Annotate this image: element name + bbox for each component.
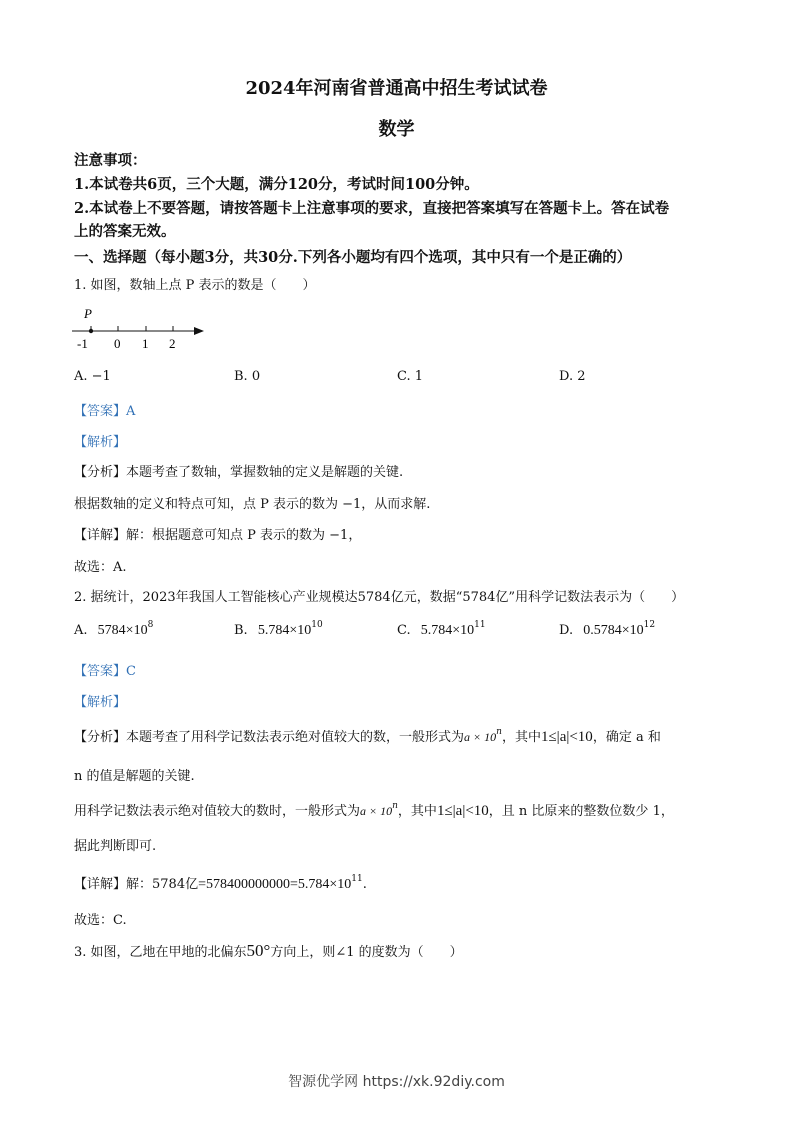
- point-p-label: P: [84, 306, 92, 321]
- xiangjie-math: =578400000000=5.784×10: [198, 877, 352, 892]
- tick-label: 1: [142, 336, 149, 351]
- notice-item-1: 1.本试卷共6页，三个大题，满分120分，考试时间100分钟。: [74, 176, 479, 193]
- q2-option-a: [74, 620, 154, 639]
- option-value: 5.784×10: [257, 623, 312, 638]
- exam-title: 2024年河南省普通高中招生考试试卷: [245, 78, 548, 99]
- q1-option-a: A. −1: [74, 369, 111, 384]
- option-letter: D.: [559, 623, 574, 638]
- q1-stem: 1. 如图，数轴上点 P 表示的数是（ ）: [74, 278, 316, 293]
- analysis-text: ，且 n 比原来的整数位数少 1，: [488, 804, 674, 819]
- fenxi-text: 本题考查了数轴，掌握数轴的定义是解题的关键.: [126, 465, 404, 480]
- q2-analysis-line-2: 据此判断即可.: [74, 839, 157, 854]
- option-value: 5784×10: [97, 623, 148, 638]
- q1-option-b: B. 0: [234, 369, 261, 384]
- q2-option-c: [397, 620, 486, 639]
- analysis-text: ，其中: [397, 804, 437, 819]
- option-letter: B.: [234, 623, 248, 638]
- q2-jiexi: 【解析】: [74, 695, 127, 710]
- xiangjie-label: 【详解】: [74, 528, 127, 543]
- tick-label: 0: [114, 336, 121, 351]
- q3-stem: [74, 941, 463, 961]
- fenxi-label: 【分析】: [74, 730, 127, 745]
- analysis-text: 用科学记数法表示绝对值较大的数时，一般形式为: [74, 804, 361, 819]
- option-value: 0.5784×10: [583, 623, 644, 638]
- xiangjie-end: .: [362, 877, 367, 892]
- fenxi-label: 【分析】: [74, 465, 127, 480]
- point-p-dot: [89, 329, 93, 333]
- q2-choose: 故选：C.: [74, 913, 127, 928]
- option-exponent: 8: [147, 620, 154, 630]
- tick-label: 2: [169, 336, 176, 351]
- q3-stem-text: 3. 如图，乙地在甲地的北偏东: [74, 945, 247, 960]
- number-line-svg: [70, 304, 210, 354]
- section-heading: 一、选择题（每小题3分，共30分.下列各小题均有四个选项，其中只有一个是正确的）: [74, 249, 632, 266]
- fenxi-text: 本题考查了用科学记数法表示绝对值较大的数，一般形式为: [126, 730, 465, 745]
- footer-watermark: 智源优学网 https://xk.92diy.com: [288, 1074, 505, 1090]
- option-exponent: 12: [643, 620, 656, 630]
- q3-degree: 50°: [246, 941, 271, 960]
- q2-option-d: [559, 620, 656, 639]
- fenxi-text: ，其中: [501, 730, 541, 745]
- xiangjie-exp: 11: [351, 874, 363, 884]
- q2-answer: 【答案】C: [74, 664, 136, 679]
- q2-xiangjie: [74, 873, 367, 893]
- notice-item-2-line-1: 2.本试卷上不要答题，请按答题卡上注意事项的要求，直接把答案填写在答题卡上。答在试卷: [74, 200, 670, 217]
- tick-label: -1: [77, 336, 88, 351]
- fenxi-formula-exp: n: [496, 727, 502, 737]
- option-exponent: 10: [311, 620, 323, 630]
- q2-fenxi: [74, 726, 661, 746]
- analysis-formula: a × 10: [360, 804, 393, 818]
- q2-option-b: [234, 620, 323, 639]
- q1-analysis-line: 根据数轴的定义和特点可知，点 P 表示的数为 −1，从而求解.: [74, 497, 431, 512]
- analysis-inequality: 1≤|a|<10: [436, 803, 489, 819]
- number-line-figure: [70, 304, 210, 354]
- subject-title: 数学: [378, 119, 415, 140]
- q1-option-d: D. 2: [559, 369, 586, 384]
- xiangjie-text: 解：5784亿: [126, 877, 199, 892]
- q1-xiangjie: [74, 524, 361, 543]
- q1-jiexi: 【解析】: [74, 435, 127, 450]
- option-letter: A.: [74, 623, 88, 638]
- q1-answer: 【答案】A: [74, 404, 136, 419]
- q1-fenxi: [74, 461, 403, 480]
- xiangjie-text: 解：根据题意可知点 P 表示的数为 −1，: [126, 528, 362, 543]
- q1-option-c: C. 1: [397, 369, 424, 384]
- q2-fenxi-line-2: n 的值是解题的关键.: [74, 769, 195, 784]
- option-letter: C.: [397, 623, 411, 638]
- q2-analysis-line: [74, 800, 674, 820]
- option-value: 5.784×10: [420, 623, 475, 638]
- fenxi-formula: a × 10: [464, 730, 497, 744]
- fenxi-inequality: 1≤|a|<10: [540, 729, 593, 745]
- q2-stem: 2. 据统计，2023年我国人工智能核心产业规模达5784亿元，数据“5784亿”用科学记数法表示为（ ）: [74, 590, 685, 605]
- q1-choose: 故选：A.: [74, 560, 127, 575]
- xiangjie-label: 【详解】: [74, 877, 127, 892]
- axis-arrow: [194, 327, 204, 335]
- q3-stem-text: 方向上，则∠1 的度数为（ ）: [270, 945, 463, 960]
- notice-heading: 注意事项：: [74, 152, 147, 169]
- analysis-formula-exp: n: [392, 801, 398, 811]
- fenxi-text: ，确定 a 和: [592, 730, 661, 745]
- notice-item-2-line-2: 上的答案无效。: [74, 223, 176, 240]
- option-exponent: 11: [474, 620, 486, 630]
